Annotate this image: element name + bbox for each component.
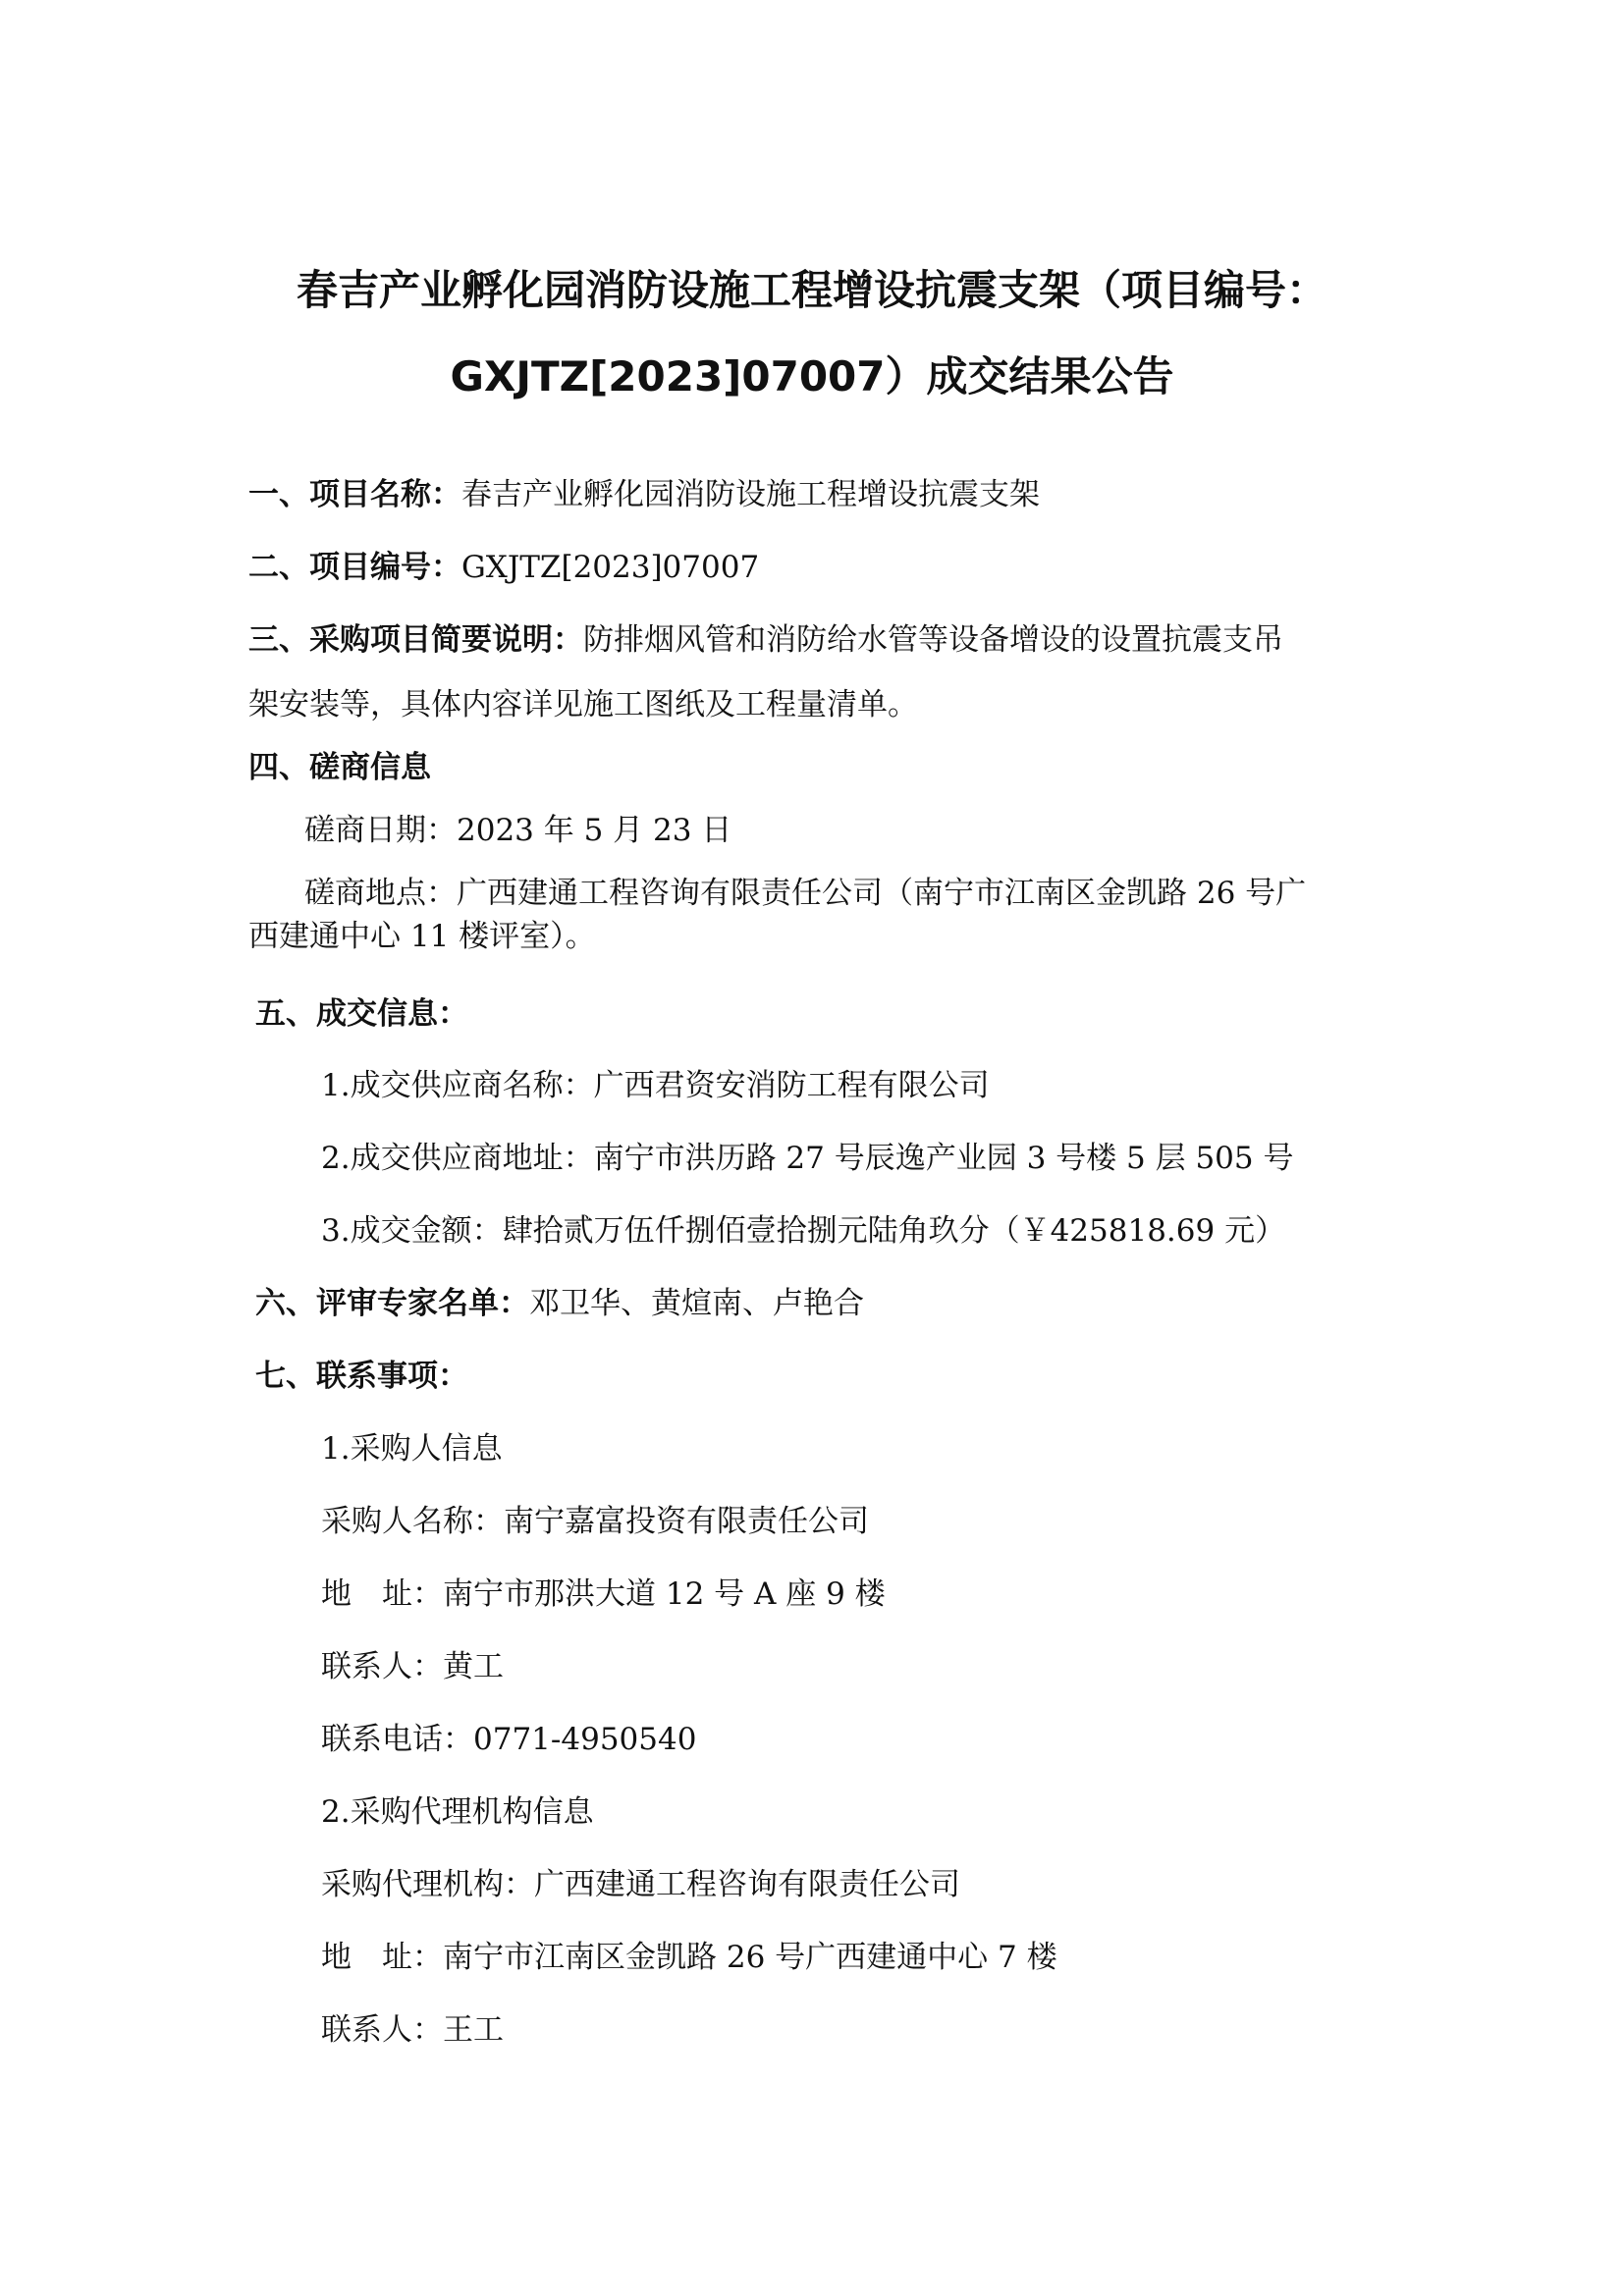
section-label: 六、评审专家名单： — [255, 1286, 529, 1321]
section-project-name — [248, 473, 1040, 516]
section-value: 防排烟风管和消防给水管等设备增设的设置抗震支吊 — [583, 622, 1283, 658]
section-label: 一、项目名称： — [248, 477, 461, 512]
buyer-name: 采购人名称：南宁嘉富投资有限责任公司 — [321, 1504, 869, 1539]
section-negotiation-heading: 四、磋商信息 — [248, 750, 431, 785]
agency-contact: 联系人：王工 — [321, 2012, 504, 2048]
deal-supplier-name: 1.成交供应商名称：广西君资安消防工程有限公司 — [321, 1068, 990, 1103]
section-value: 邓卫华、黄煊南、卢艳合 — [529, 1286, 864, 1321]
buyer-phone: 联系电话：0771-4950540 — [321, 1722, 697, 1757]
section-project-description — [248, 618, 1283, 662]
section-label: 三、采购项目简要说明： — [248, 622, 583, 658]
buyer-contact: 联系人：黄工 — [321, 1649, 504, 1684]
deal-amount: 3.成交金额：肆拾贰万伍仟捌佰壹拾捌元陆角玖分（￥425818.69 元） — [321, 1213, 1286, 1249]
document-title-line-2: GXJTZ[2023]07007）成交结果公告 — [450, 352, 1174, 400]
section-project-number — [248, 546, 759, 589]
buyer-address: 地 址：南宁市那洪大道 12 号 A 座 9 楼 — [321, 1576, 886, 1612]
negotiation-date: 磋商日期：2023 年 5 月 23 日 — [304, 813, 732, 848]
agency-info-heading: 2.采购代理机构信息 — [321, 1794, 594, 1830]
section-deal-heading: 五、成交信息： — [255, 996, 468, 1032]
negotiation-place-cont: 西建通中心 11 楼评室）。 — [248, 919, 596, 954]
agency-address: 地 址：南宁市江南区金凯路 26 号广西建通中心 7 楼 — [321, 1940, 1057, 1975]
section-label: 二、项目编号： — [248, 550, 461, 585]
section-review-experts — [255, 1282, 864, 1325]
negotiation-place: 磋商地点：广西建通工程咨询有限责任公司（南宁市江南区金凯路 26 号广 — [304, 876, 1307, 911]
document-title-line-1: 春吉产业孵化园消防设施工程增设抗震支架（项目编号： — [296, 266, 1327, 314]
buyer-info-heading: 1.采购人信息 — [321, 1431, 503, 1467]
agency-name: 采购代理机构：广西建通工程咨询有限责任公司 — [321, 1867, 960, 1902]
section-value: GXJTZ[2023]07007 — [461, 550, 760, 585]
deal-supplier-address: 2.成交供应商地址：南宁市洪历路 27 号辰逸产业园 3 号楼 5 层 505 号 — [321, 1141, 1294, 1176]
section-value: 春吉产业孵化园消防设施工程增设抗震支架 — [461, 477, 1040, 512]
section-project-description-cont: 架安装等，具体内容详见施工图纸及工程量清单。 — [248, 687, 918, 722]
section-contact-heading: 七、联系事项： — [255, 1359, 468, 1394]
